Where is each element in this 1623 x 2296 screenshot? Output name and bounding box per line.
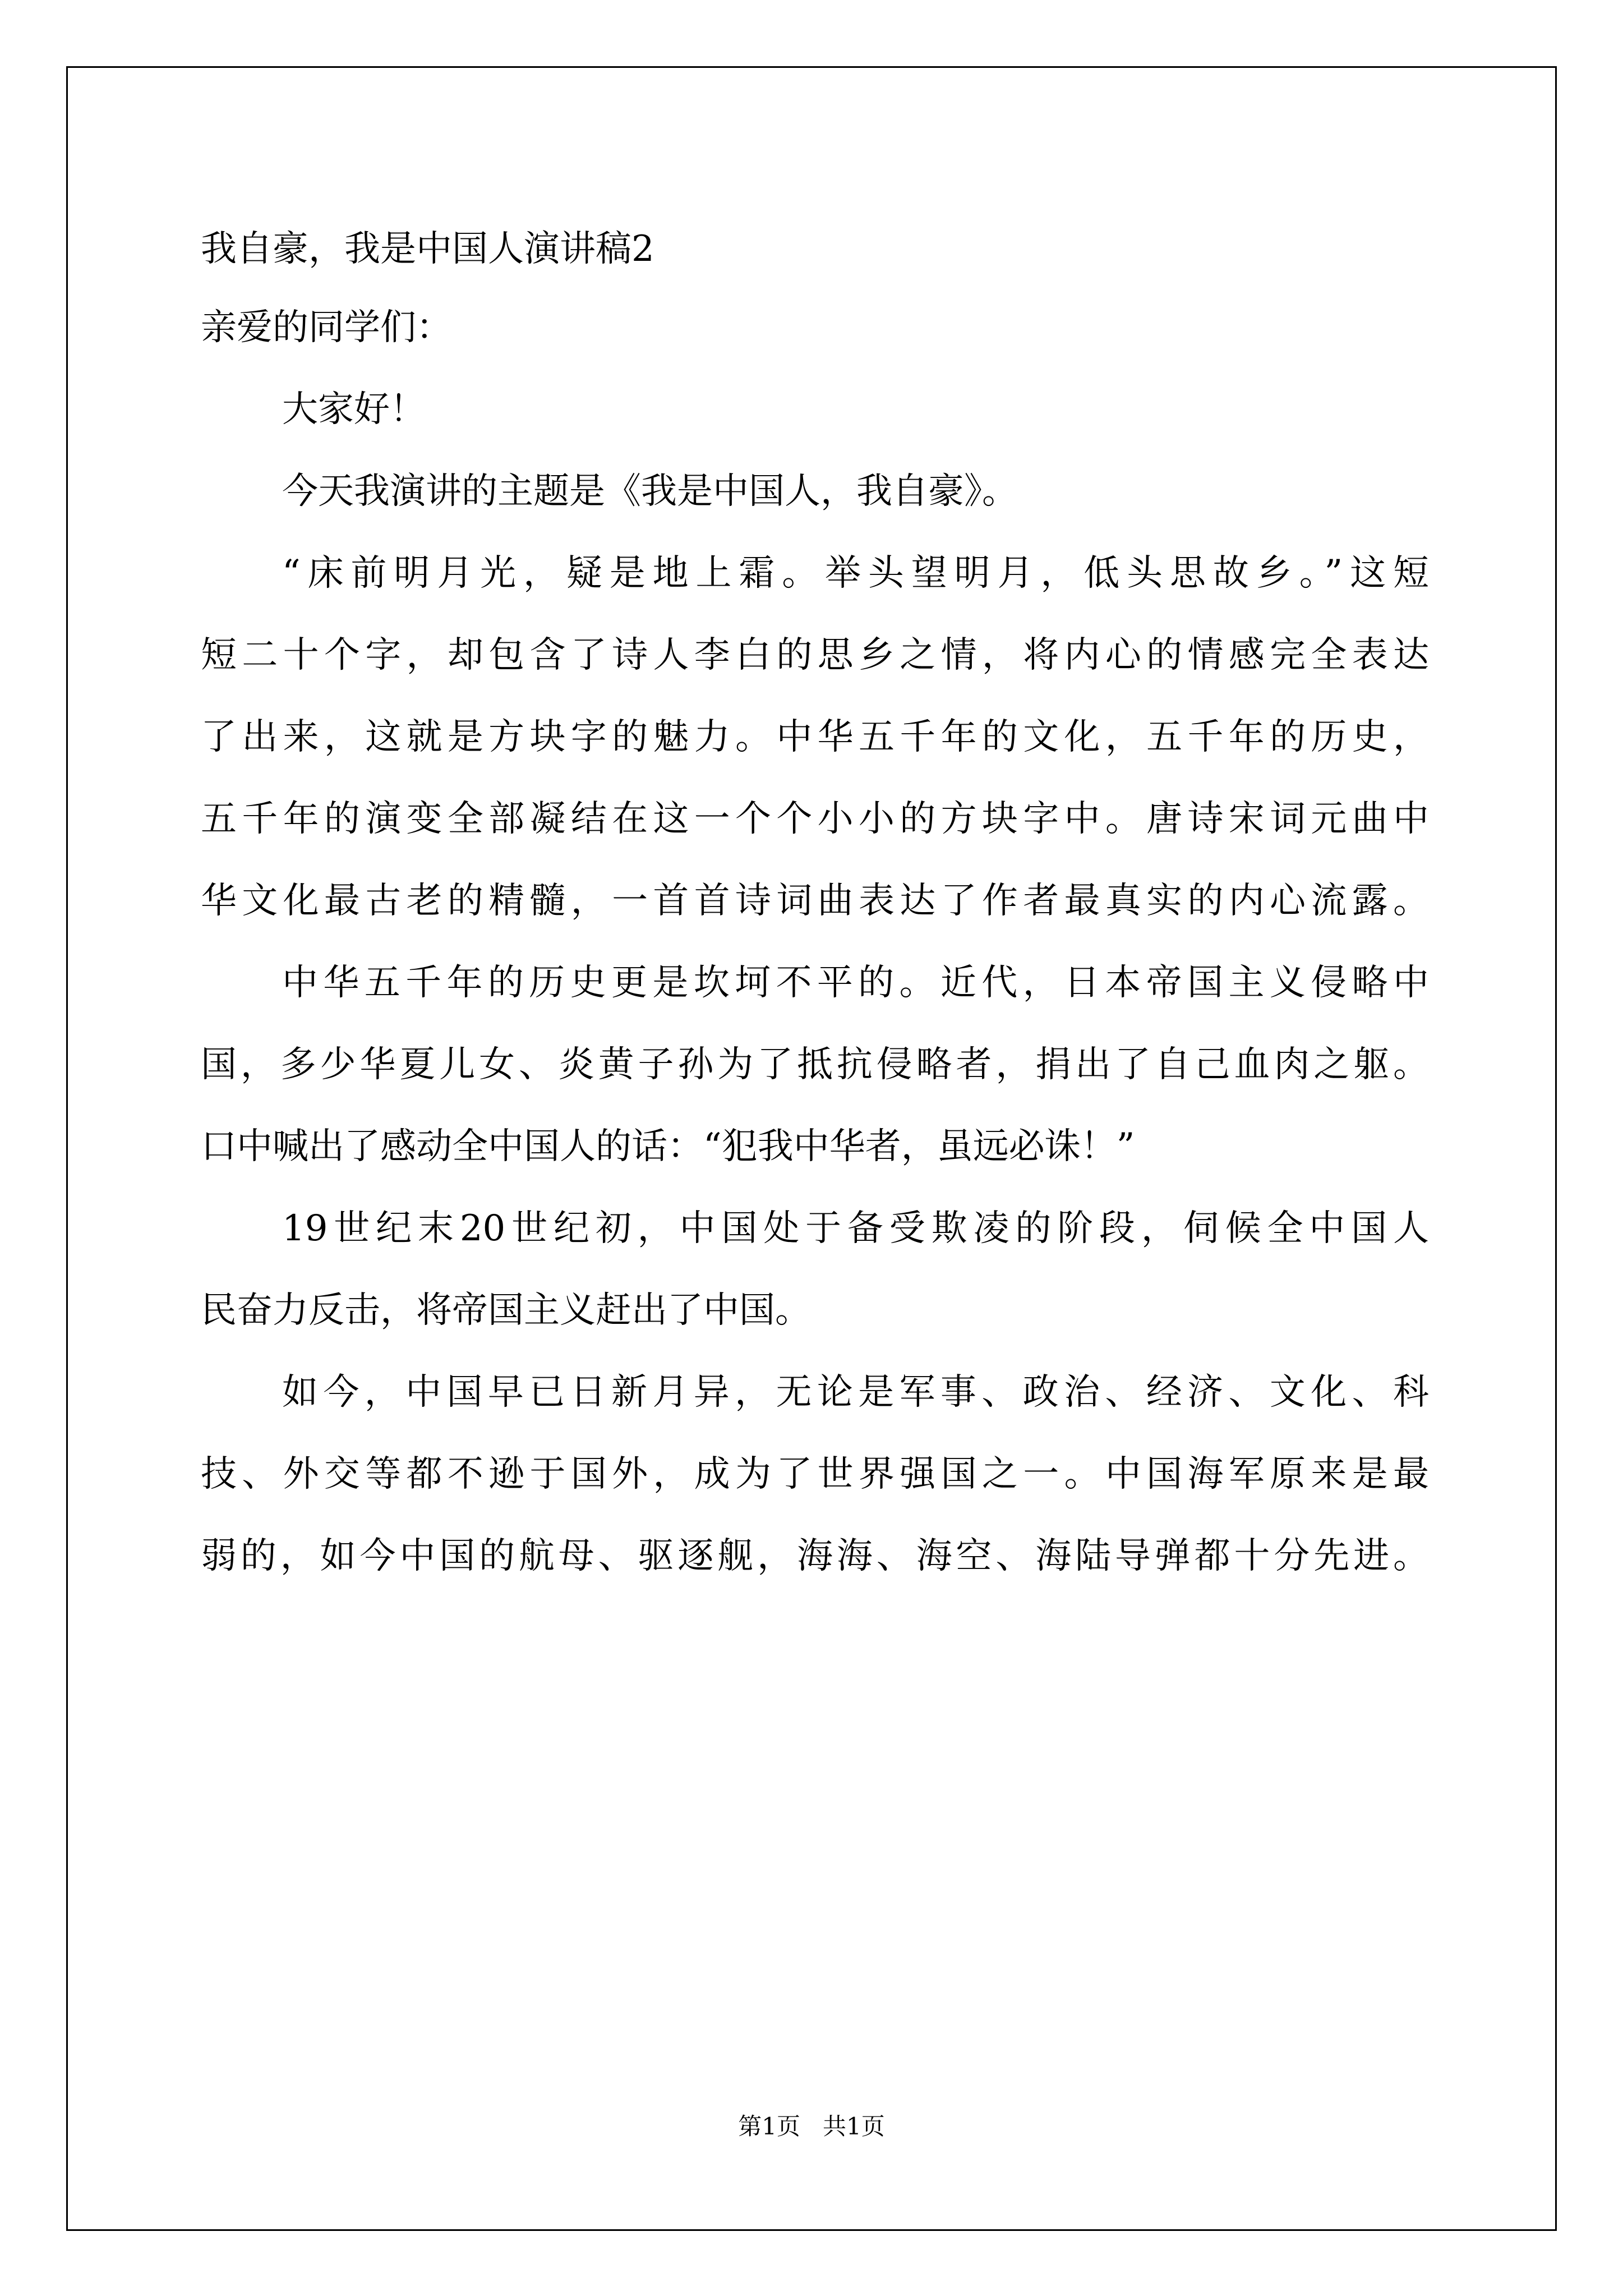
paragraph-line: 口中喊出了感动全中国人的话：“犯我中华者，虽远必诛！”	[201, 1126, 1135, 1167]
paragraph-line: 民奋力反击，将帝国主义赶出了中国。	[201, 1290, 811, 1331]
page-footer: 第1页 共1页	[738, 2113, 885, 2140]
paragraph-line: 短二十个字，却包含了诗人李白的思乡之情，将内心的情感完全表达	[201, 634, 1429, 676]
paragraph-line: “床前明月光，疑是地上霜。举头望明月，低头思故乡。”这短	[282, 553, 1429, 594]
paragraph-line: 弱的，如今中国的航母、驱逐舰，海海、海空、海陆导弹都十分先进。	[201, 1535, 1429, 1577]
paragraph-line: 今天我演讲的主题是《我是中国人，我自豪》。	[282, 471, 1018, 512]
document-title: 我自豪，我是中国人演讲稿2	[201, 228, 654, 270]
paragraph-line: 大家好！	[282, 389, 426, 430]
paragraph-line: 了出来，这就是方块字的魅力。中华五千年的文化，五千年的历史，	[201, 716, 1429, 758]
paragraph-line: 19世纪末20世纪初，中国处于备受欺凌的阶段，伺候全中国人	[282, 1208, 1429, 1249]
paragraph-line: 华文化最古老的精髓，一首首诗词曲表达了作者最真实的内心流露。	[201, 880, 1429, 922]
paragraph-line: 国，多少华夏儿女、炎黄子孙为了抵抗侵略者，捐出了自己血肉之躯。	[201, 1044, 1429, 1085]
paragraph-line: 五千年的演变全部凝结在这一个个小小的方块字中。唐诗宋词元曲中	[201, 798, 1429, 840]
greeting: 亲爱的同学们：	[201, 307, 452, 348]
paragraph-line: 如今，中国早已日新月异，无论是军事、政治、经济、文化、科	[282, 1372, 1429, 1413]
paragraph-line: 中华五千年的历史更是坎坷不平的。近代，日本帝国主义侵略中	[282, 962, 1429, 1004]
paragraph-line: 技、外交等都不逊于国外，成为了世界强国之一。中国海军原来是最	[201, 1453, 1429, 1495]
